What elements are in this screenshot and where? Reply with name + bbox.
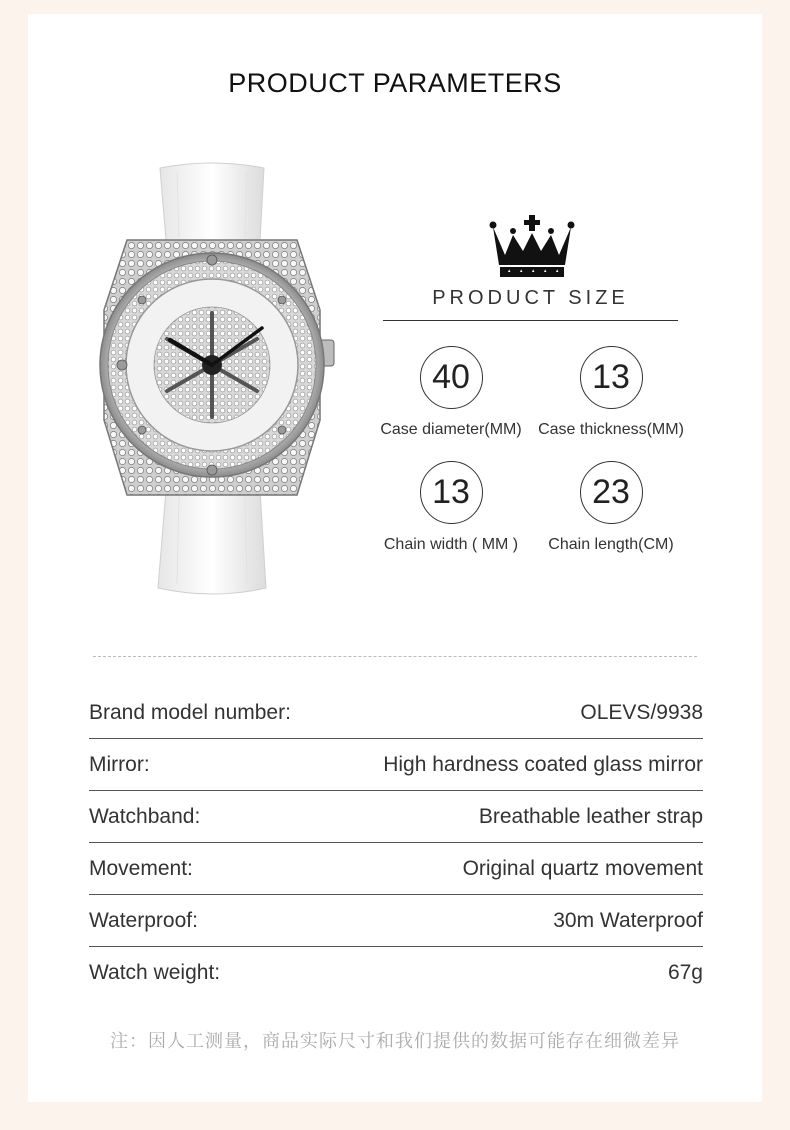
parameters-table: [89, 688, 703, 999]
param-value: 30m Waterproof: [553, 908, 703, 932]
spec-chain-width: [361, 461, 541, 554]
param-row-movement: [89, 843, 703, 895]
crown-icon: [487, 215, 577, 279]
param-row-watchband: [89, 791, 703, 843]
param-value: Breathable leather strap: [478, 804, 703, 828]
param-row-mirror: [89, 739, 703, 791]
product-size-divider: [383, 320, 678, 321]
spec-label: Case thickness(MM): [538, 421, 684, 438]
product-size-title: PRODUCT SIZE: [432, 287, 629, 309]
param-value: 67g: [667, 961, 703, 984]
spec-label: Chain length(CM): [548, 536, 674, 553]
param-value: OLEVS/9938: [580, 701, 703, 724]
param-row-brand-model: [89, 688, 703, 739]
param-key: Movement:: [89, 856, 193, 880]
param-key: Watchband:: [89, 804, 201, 828]
param-row-weight: [89, 947, 703, 999]
spec-label: Chain width ( MM ): [383, 536, 519, 553]
measurement-note: 注：因人工测量，商品实际尺寸和我们提供的数据可能存在细微差异: [110, 1031, 680, 1051]
param-value: Original quartz movement: [462, 856, 703, 880]
spec-value: 40: [420, 346, 483, 409]
param-key: Watch weight:: [89, 961, 221, 984]
spec-case-thickness: [521, 346, 701, 439]
page-title: PRODUCT PARAMETERS: [228, 68, 562, 98]
spec-case-diameter: [361, 346, 541, 439]
param-row-waterproof: [89, 895, 703, 947]
spec-value: 13: [580, 346, 643, 409]
param-key: Brand model number:: [89, 701, 291, 724]
dashed-divider: [93, 656, 697, 657]
spec-chain-length: [521, 461, 701, 554]
spec-value: 23: [580, 461, 643, 524]
param-key: Waterproof:: [89, 908, 198, 932]
param-key: Mirror:: [89, 752, 150, 776]
watch-image: [82, 160, 344, 600]
param-value: High hardness coated glass mirror: [383, 752, 703, 776]
spec-value: 13: [420, 461, 483, 524]
spec-label: Case diameter(MM): [380, 421, 522, 438]
